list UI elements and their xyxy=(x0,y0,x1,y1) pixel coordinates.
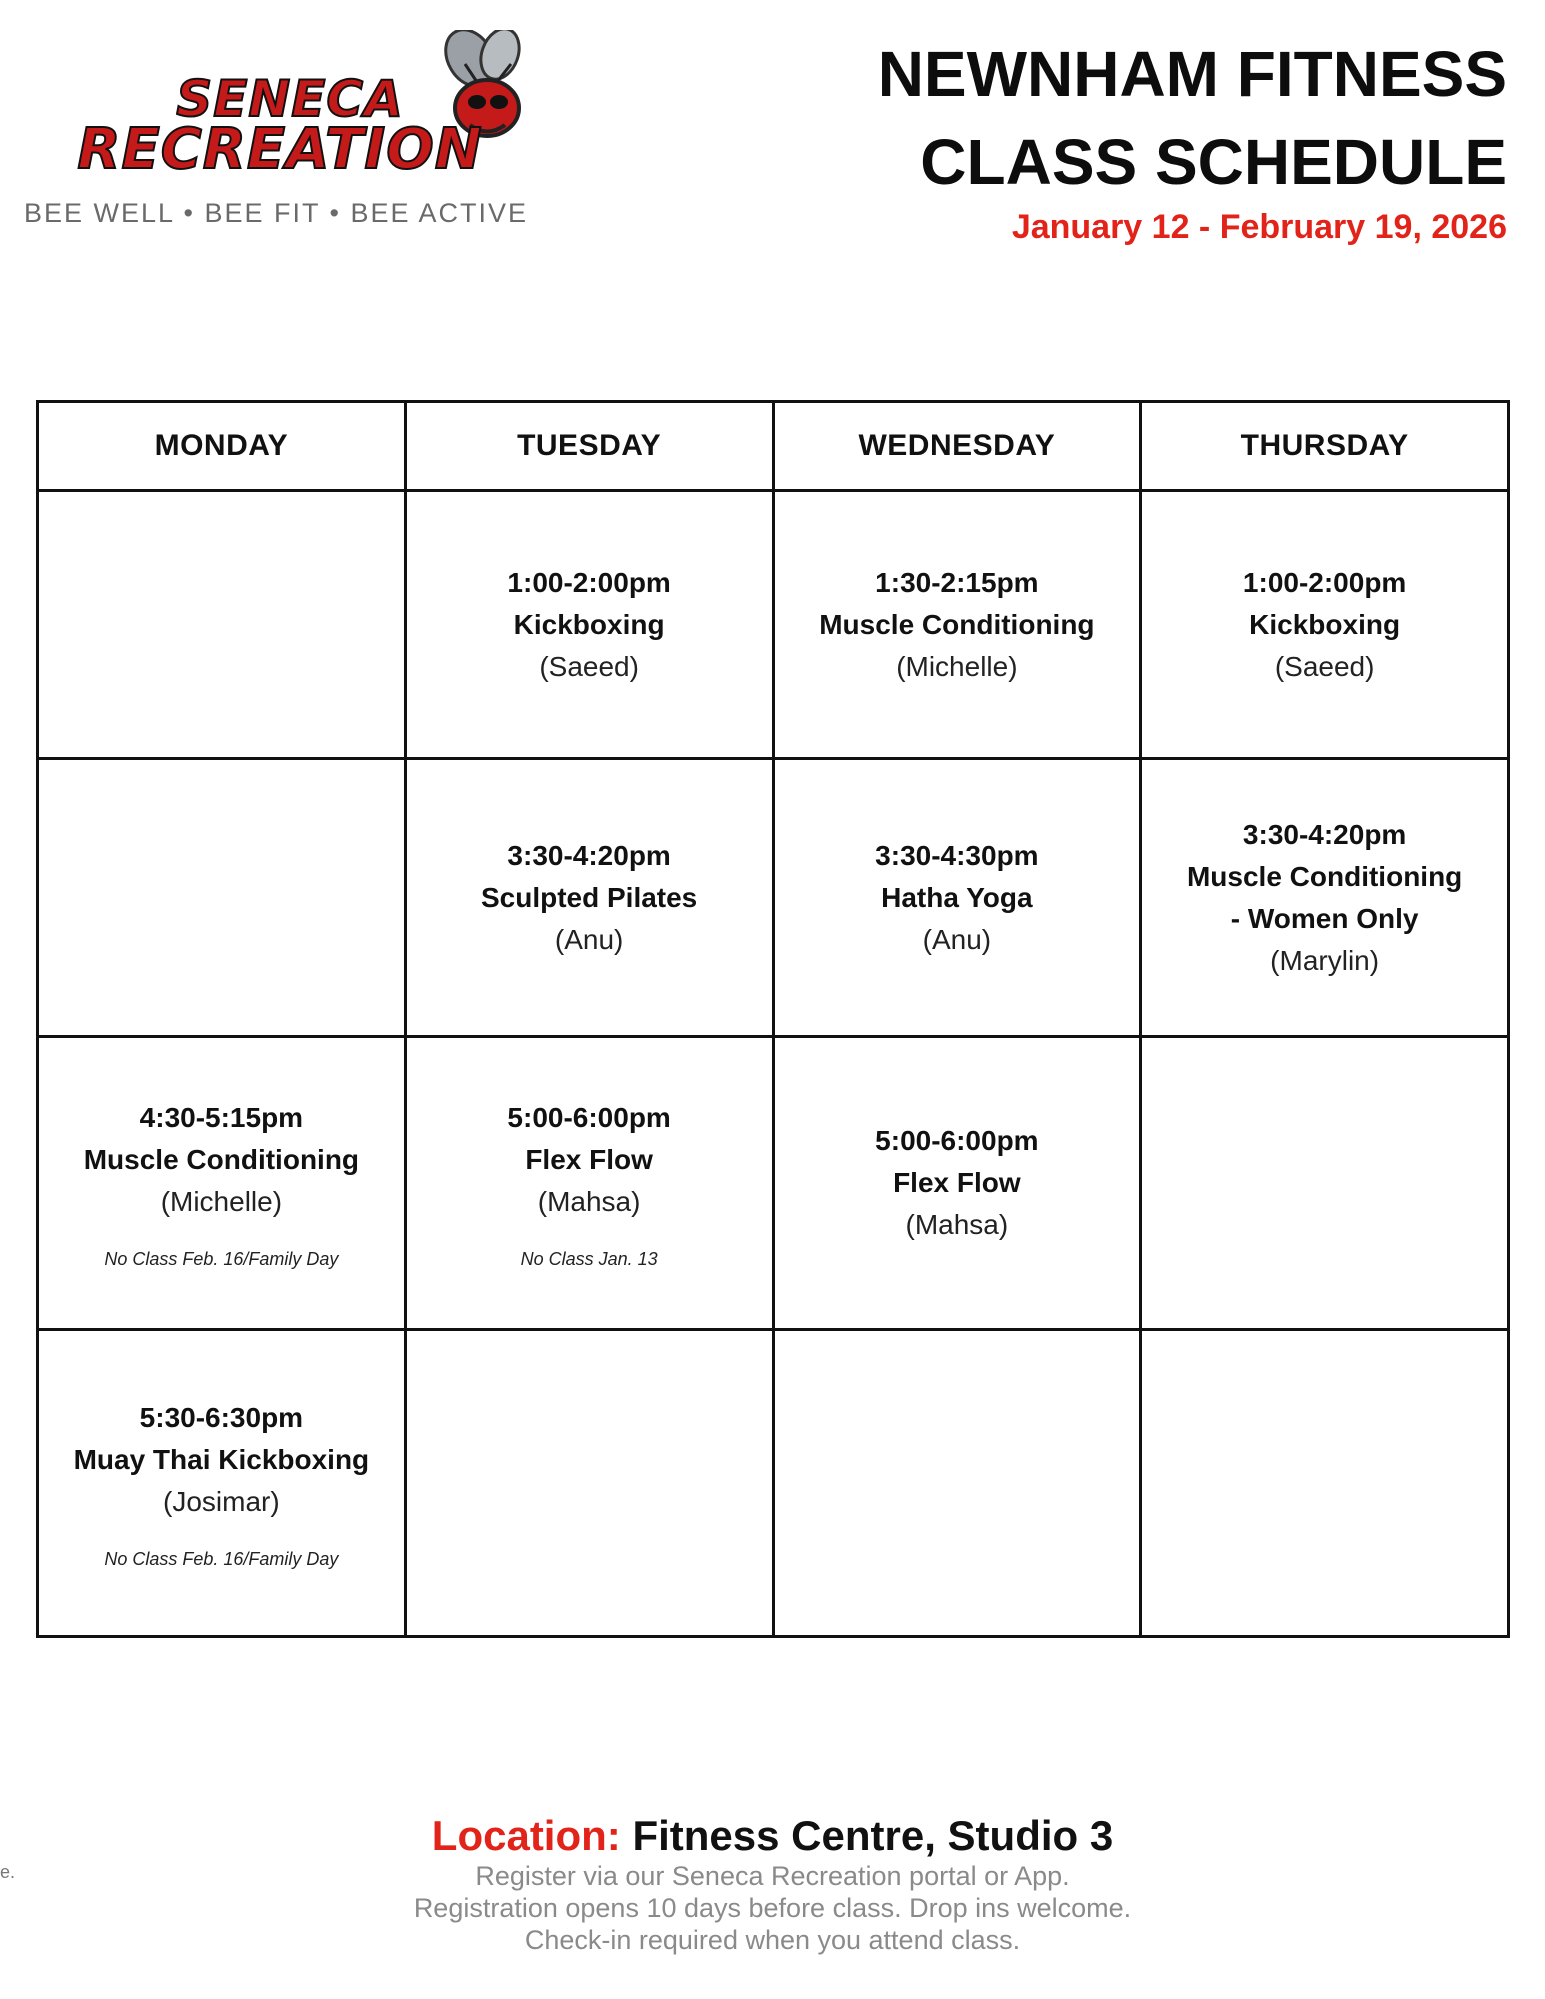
class-name: Kickboxing xyxy=(1249,608,1401,640)
class-instructor: (Michelle) xyxy=(160,1185,283,1217)
class-note: No Class Feb. 16/Family Day xyxy=(104,1248,339,1269)
class-name: Muscle Conditioning xyxy=(1186,860,1463,892)
registration-line-3: Check-in required when you attend class. xyxy=(524,1925,1021,1955)
location-label: Location: xyxy=(431,1812,621,1859)
class-instructor: (Saeed) xyxy=(539,650,639,682)
class-time: 5:00-6:00pm xyxy=(507,1101,671,1133)
logo-word-seneca: SENECA xyxy=(176,70,404,128)
class-cell xyxy=(1141,491,1509,759)
header-wednesday: WEDNESDAY xyxy=(773,402,1141,491)
class-name: Muscle Conditioning xyxy=(819,608,1095,640)
cell-empty xyxy=(405,1330,773,1637)
logo-tagline: BEE WELL • BEE FIT • BEE ACTIVE xyxy=(24,198,529,228)
header-monday: MONDAY xyxy=(38,402,406,491)
class-cell xyxy=(1141,759,1509,1037)
class-name: Sculpted Pilates xyxy=(480,881,698,913)
table-row xyxy=(38,491,1509,759)
registration-line-1: Register via our Seneca Recreation portal or App. xyxy=(475,1861,1070,1891)
class-name: Flex Flow xyxy=(525,1143,653,1175)
class-cell xyxy=(405,759,773,1037)
class-instructor: (Saeed) xyxy=(1274,650,1375,682)
class-cell xyxy=(773,491,1141,759)
class-instructor: (Josimar) xyxy=(163,1485,280,1517)
class-time: 3:30-4:20pm xyxy=(507,839,671,871)
class-instructor: (Mahsa) xyxy=(537,1185,641,1217)
class-cell xyxy=(38,1330,406,1637)
class-time: 1:00-2:00pm xyxy=(1242,566,1407,598)
cell-empty xyxy=(38,491,406,759)
page-title-line-2: CLASS SCHEDULE xyxy=(920,126,1507,198)
class-name: Kickboxing xyxy=(513,608,665,640)
class-instructor: (Anu) xyxy=(554,923,624,955)
page-title-block xyxy=(878,30,1507,247)
class-name-qualifier: - Women Only xyxy=(1230,902,1419,934)
edge-text-fragment: e. xyxy=(0,1862,16,1882)
class-cell xyxy=(773,1037,1141,1330)
cell-empty xyxy=(1141,1037,1509,1330)
class-name: Hatha Yoga xyxy=(881,881,1033,913)
registration-line-2: Registration opens 10 days before class. Drop ins welcome. xyxy=(413,1893,1132,1923)
class-name: Flex Flow xyxy=(893,1167,1021,1198)
logo-word-recreation: RECREATION xyxy=(77,117,483,182)
table-row xyxy=(38,1037,1509,1330)
class-instructor: (Michelle) xyxy=(896,650,1018,682)
table-row xyxy=(38,759,1509,1037)
table-row xyxy=(38,1330,1509,1637)
class-instructor: (Mahsa) xyxy=(905,1209,1009,1240)
class-schedule-table xyxy=(36,400,1510,1638)
class-name: Muay Thai Kickboxing xyxy=(73,1443,370,1475)
cell-empty xyxy=(38,759,406,1037)
header-tuesday: TUESDAY xyxy=(405,402,773,491)
class-instructor: (Marylin) xyxy=(1270,944,1380,976)
class-time: 3:30-4:20pm xyxy=(1242,818,1407,850)
class-name: Muscle Conditioning xyxy=(83,1143,360,1175)
class-cell xyxy=(38,1037,406,1330)
class-time: 4:30-5:15pm xyxy=(139,1101,304,1133)
class-instructor: (Anu) xyxy=(922,923,992,955)
registration-info xyxy=(0,1860,1545,1956)
class-cell xyxy=(773,759,1141,1037)
page-title-line-1: NEWNHAM FITNESS xyxy=(877,38,1507,110)
location-value: Fitness Centre, Studio 3 xyxy=(632,1812,1114,1859)
header-thursday: THURSDAY xyxy=(1141,402,1509,491)
class-cell xyxy=(405,491,773,759)
class-time: 1:00-2:00pm xyxy=(507,566,671,598)
class-time: 5:30-6:30pm xyxy=(139,1401,304,1433)
class-note: No Class Feb. 16/Family Day xyxy=(104,1548,339,1569)
seneca-recreation-logo xyxy=(20,30,560,228)
cell-empty xyxy=(773,1330,1141,1637)
class-cell xyxy=(405,1037,773,1330)
table-header-row xyxy=(38,402,1509,491)
date-range: January 12 - February 19, 2026 xyxy=(1011,208,1507,246)
location-line xyxy=(0,1808,1545,1864)
class-time: 5:00-6:00pm xyxy=(875,1125,1039,1156)
class-time: 1:30-2:15pm xyxy=(875,566,1039,598)
class-note: No Class Jan. 13 xyxy=(520,1248,658,1269)
cell-empty xyxy=(1141,1330,1509,1637)
class-time: 3:30-4:30pm xyxy=(875,839,1039,871)
